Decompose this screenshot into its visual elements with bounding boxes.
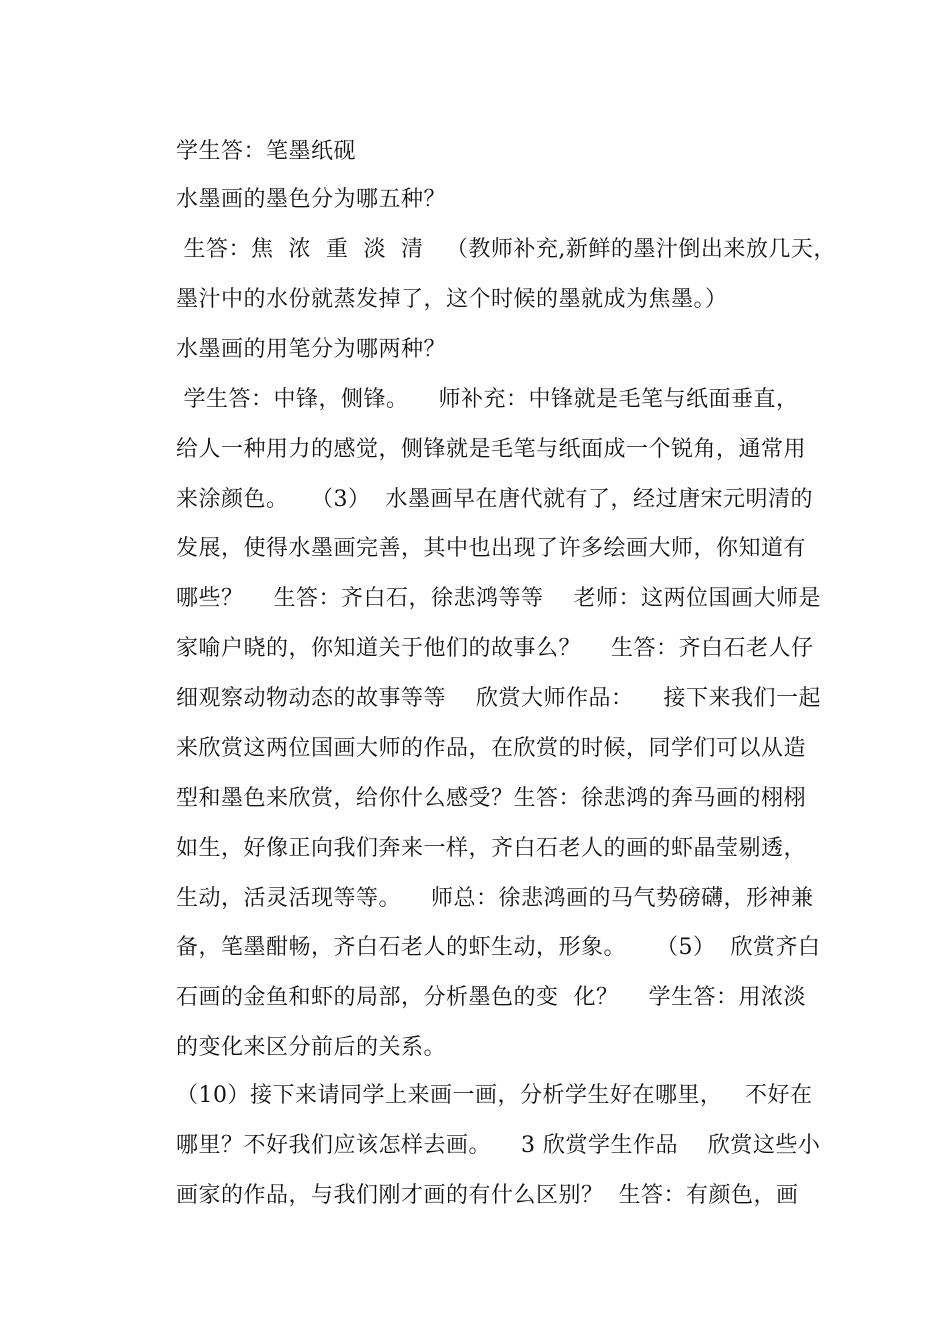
text-line: （10）接下来请同学上来画一画，分析学生好在哪里， 不好在 [176, 1083, 813, 1108]
text-line: 给人一种用力的感觉，侧锋就是毛笔与纸面成一个锐角，通常用 [176, 437, 807, 462]
text-line: 墨汁中的水份就蒸发掉了，这个时候的墨就成为焦墨。） [176, 287, 728, 312]
text-line: 备，笔墨酣畅，齐白石老人的虾生动，形象。 （5） 欣赏齐白 [176, 935, 821, 960]
text-line: 的变化来区分前后的关系。 [176, 1035, 447, 1060]
text-line: 来涂颜色。 （3） 水墨画早在唐代就有了，经过唐宋元明清的 [176, 487, 813, 512]
text-line: 家喻户晓的，你知道关于他们的故事么？ 生答：齐白石老人仔 [176, 636, 814, 661]
text-line: 水墨画的墨色分为哪五种？ [176, 187, 447, 212]
text-line: 型和墨色来欣赏，给你什么感受？生答：徐悲鸿的奔马画的栩栩 [176, 786, 807, 811]
text-line: 生动，活灵活现等等。 师总：徐悲鸿画的马气势磅礴，形神兼 [176, 886, 814, 911]
text-line: 哪里？不好我们应该怎样去画。 3 欣赏学生作品 欣赏这些小 [176, 1133, 821, 1158]
text-line: 水墨画的用笔分为哪两种？ [176, 337, 447, 362]
text-line: 生答：焦 浓 重 淡 清 （教师补充,新鲜的墨汁倒出来放几天， [176, 237, 836, 262]
text-line: 来欣赏这两位国画大师的作品，在欣赏的时候，同学们可以从造 [176, 736, 807, 761]
text-line: 哪些？ 生答：齐白石，徐悲鸿等等 老师：这两位国画大师是 [176, 586, 821, 611]
text-line: 学生答：笔墨纸砚 [176, 139, 357, 164]
text-line: 学生答：中锋，侧锋。 师补充：中锋就是毛笔与纸面垂直， [176, 387, 799, 412]
text-line: 细观察动物动态的故事等等 欣赏大师作品： 接下来我们一起 [176, 686, 821, 711]
text-line: 画家的作品，与我们刚才画的有什么区别？ 生答：有颜色，画 [176, 1183, 799, 1208]
text-line: 如生，好像正向我们奔来一样，齐白石老人的画的虾晶莹剔透， [176, 836, 807, 861]
text-line: 发展，使得水墨画完善，其中也出现了许多绘画大师，你知道有 [176, 536, 807, 561]
text-line: 石画的金鱼和虾的局部，分析墨色的变 化？ 学生答：用浓淡 [176, 985, 806, 1010]
